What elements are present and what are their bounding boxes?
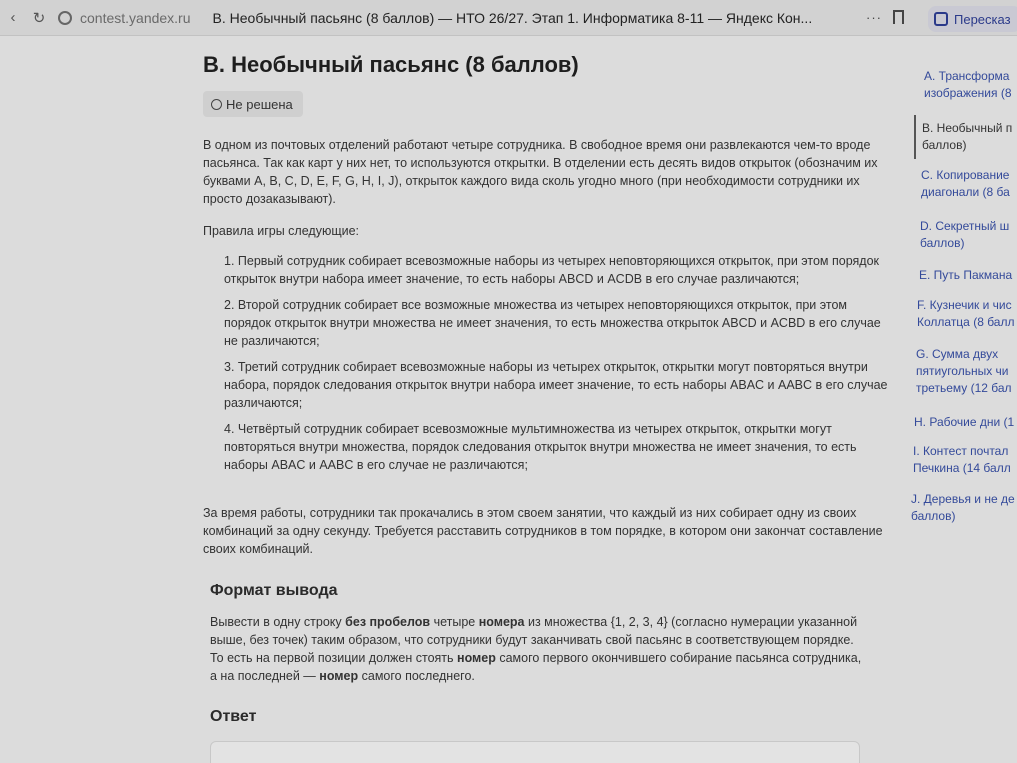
sidebar-item-f[interactable]: F. Кузнечик и чис Коллатца (8 балл	[917, 298, 1015, 329]
rule-item: 3. Третий сотрудник собирает всевозможные наборы из четырех открыток, открытки могут повторяться внутри набора, порядок следования открыток внутри набора имеет значение, то есть наборы ABAC и AABC в его случае различаются;	[224, 360, 888, 410]
output-format-text: Вывести в одну строку без пробелов четыре номера из множества {1, 2, 3, 4} (согласно нумерации указанной выше, без точек) таким образом, что сотрудники будут заканчивать свой пасьянс в соответствующем порядке. То есть на первой позиции должен стоять номер самого первого окончившего собирание пасьянса сотрудника, а на последней — номер самого последнего.	[210, 615, 862, 683]
retell-icon	[934, 12, 948, 26]
sidebar-item-d[interactable]: D. Секретный ш баллов)	[920, 219, 1010, 250]
retell-label: Пересказ	[954, 11, 1011, 27]
active-indicator	[914, 115, 916, 159]
task-statement: За время работы, сотрудники так прокачались в этом своем занятии, что каждый из них собирает одну из своих комбинаций за одну секунду. Требуется расставить сотрудников в том порядке, в котором они закончат составление своих комбинаций.	[203, 506, 883, 556]
sidebar-item-e[interactable]: E. Путь Пакмана	[919, 268, 1013, 282]
answer-heading: Ответ	[210, 708, 257, 725]
back-icon[interactable]: ‹	[10, 9, 16, 26]
reload-icon[interactable]: ↻	[32, 9, 46, 27]
site-info-icon[interactable]	[58, 11, 72, 25]
status-circle-icon	[211, 99, 222, 110]
retell-button[interactable]	[928, 6, 1017, 32]
url-text[interactable]: contest.yandex.ru	[80, 9, 191, 26]
problem-nav-sidebar	[910, 60, 1017, 763]
tab-title: B. Необычный пасьянс (8 баллов) — НТО 26/27. Этап 1. Информатика 8-11 — Яндекс Кон...	[212, 9, 813, 26]
sidebar-item-c[interactable]: C. Копирование диагонали (8 ба	[921, 168, 1010, 199]
sidebar-item-b[interactable]: B. Необычный п баллов)	[922, 121, 1013, 152]
problem-content	[200, 36, 890, 763]
rule-item: 2. Второй сотрудник собирает все возможные множества из четырех неповторяющихся открыток, при этом порядок открыток внутри множества не имеет значения, то есть множества открыток ABCD и ACBD в его случае не различаются;	[224, 298, 881, 348]
more-icon[interactable]: ···	[866, 10, 882, 25]
rules-heading: Правила игры следующие:	[203, 224, 360, 238]
problem-intro: В одном из почтовых отделений работают четыре сотрудника. В свободное время они развлекаются чем-то вроде пасьянса. Так как карт у них нет, то используются открытки. В отделении есть десять видов открыток (обозначим их буквами A, B, C, D, E, F, G, H, I, J), открыток каждого вида сколь угодно много (при необходимости сотрудники их просто дозаказывают).	[203, 138, 878, 206]
rule-item: 4. Четвёртый сотрудник собирает всевозможные мультимножества из четырех открыток, открытки могут повторяться внутри множества, порядок следования открыток внутри множества не имеет значения, то есть наборы ABAC и AABC в его случае не различаются;	[224, 422, 857, 472]
bookmark-icon[interactable]	[893, 10, 904, 24]
address-bar[interactable]	[58, 10, 191, 26]
sidebar-item-i[interactable]: I. Контест почтал Печкина (14 балл	[913, 444, 1011, 475]
sidebar-item-h[interactable]: H. Рабочие дни (1	[914, 415, 1015, 429]
status-label: Не решена	[226, 96, 293, 112]
rules-list	[224, 252, 889, 482]
sidebar-item-a[interactable]: A. Трансформа изображения (8	[924, 69, 1012, 100]
browser-toolbar	[0, 0, 1017, 36]
sidebar-item-g[interactable]: G. Сумма двух пятиугольных чи третьему (12 бал	[916, 347, 1012, 395]
status-badge	[203, 91, 303, 117]
sidebar-item-j[interactable]: J. Деревья и не де баллов)	[911, 492, 1015, 523]
rule-item: 1. Первый сотрудник собирает всевозможные наборы из четырех неповторяющихся открыток, при этом порядок открыток внутри набора имеет значение, то есть наборы ABCD и ACDB в его случае различаются;	[224, 254, 880, 286]
output-format-heading: Формат вывода	[210, 582, 338, 599]
answer-input[interactable]	[210, 741, 860, 763]
page-title: B. Необычный пасьянс (8 баллов)	[203, 52, 579, 77]
